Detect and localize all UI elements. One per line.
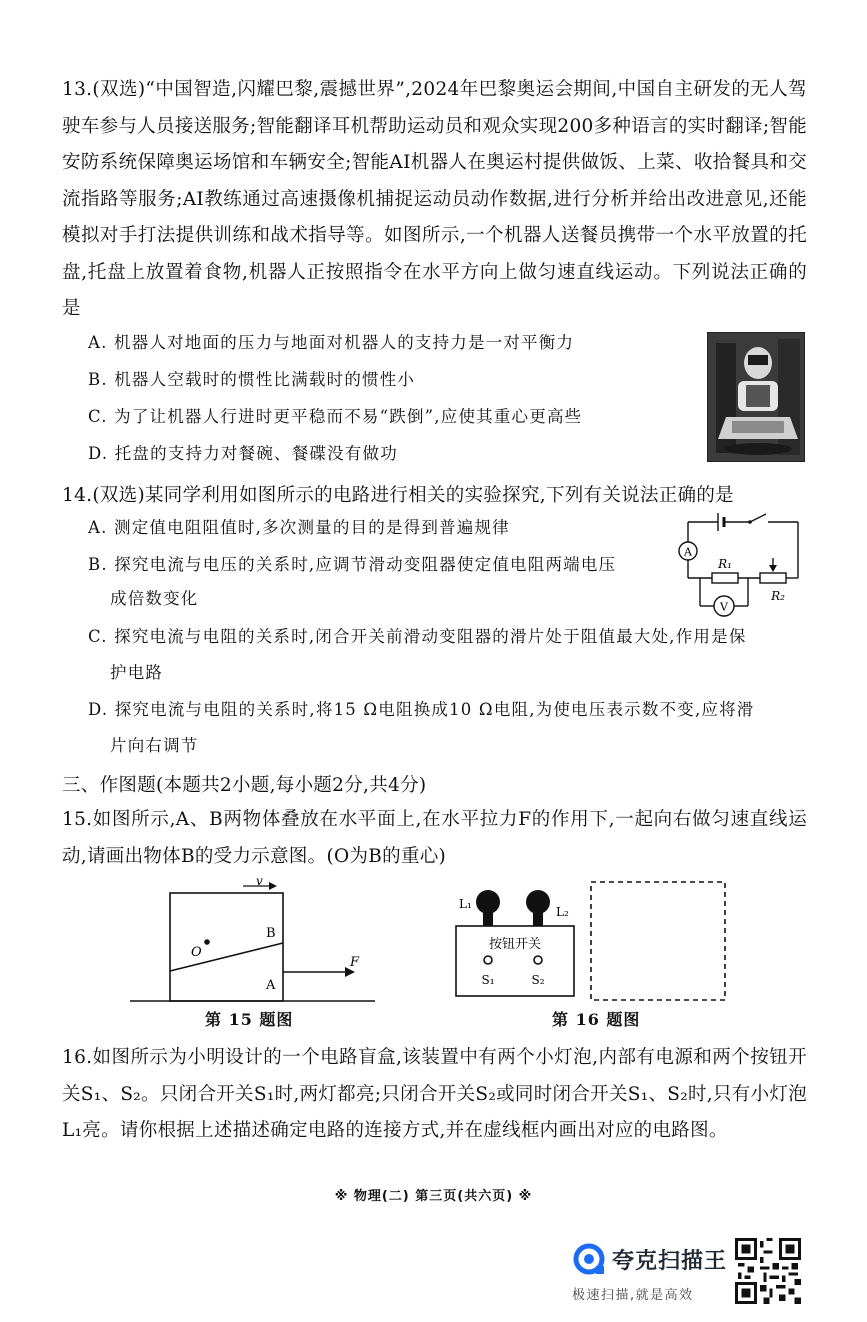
question-14-option-d-line1: D. 探究电流与电阻的关系时,将15 Ω电阻换成10 Ω电阻,为使电压表示数不变,应将滑	[88, 700, 755, 719]
question-14-option-b-line2: 成倍数变化	[110, 589, 199, 608]
question-14-circuit-diagram	[672, 510, 812, 622]
question-14-text: 14.(双选)某同学利用如图所示的电路进行相关的实验探究,下列有关说法正确的是	[62, 485, 734, 506]
switch-s2-label: S₂	[531, 973, 545, 987]
question-16-caption: 第 16 题图	[552, 1010, 641, 1029]
velocity-label: v	[256, 875, 263, 888]
lamp-l1-icon	[476, 890, 500, 926]
question-13-option-b: B. 机器人空载时的惯性比满载时的惯性小	[88, 370, 416, 389]
question-14-option-b-line1: B. 探究电流与电压的关系时,应调节滑动变阻器使定值电阻两端电压	[88, 555, 617, 574]
question-16-figure	[448, 878, 748, 1008]
page-footer: ※ 物理(二) 第三页(共六页) ※	[334, 1189, 533, 1204]
qr-code-icon	[735, 1238, 801, 1304]
quark-logo-icon	[572, 1242, 606, 1276]
question-14-option-c-line1: C. 探究电流与电阻的关系时,闭合开关前滑动变阻器的滑片处于阻值最大处,作用是保	[88, 627, 747, 646]
question-16-number: 16.	[62, 1047, 93, 1068]
switch-s1-label: S₁	[481, 973, 495, 987]
lamp-l1-label: L₁	[459, 897, 472, 911]
section-3-heading: 三、作图题(本题共2小题,每小题2分,共4分)	[62, 775, 427, 796]
question-14-option-a: A. 测定值电阻阻值时,多次测量的目的是得到普遍规律	[88, 518, 510, 537]
question-14-number: 14.	[62, 485, 93, 506]
question-13-text: 13.(双选)“中国智造,闪耀巴黎,震撼世界”,2024年巴黎奥运会期间,中国自主研发的无人驾驶车参与人员接送服务;智能翻译耳机帮助运动员和观众实现200多种语言的实时翻译;智能安防系统保障奥运场馆和车辆安全;智能AI机器人在奥运村提供做饭、上菜、收拾餐具和交流指路等服务;AI教练通过高速摄像机捕捉运动员动作数据,进行分析并给出改进意见,还能模拟对手打法提供训练和战术指导等。如图所示,一个机器人送餐员携带一个水平放置的托盘,托盘上放置着食物,机器人正按照指令在水平方向上做匀速直线运动。下列说法正确的是	[62, 79, 807, 319]
center-of-gravity-dot	[204, 939, 210, 945]
block-a-label: A	[266, 978, 276, 993]
r2-label: R₂	[771, 589, 785, 603]
button-switch-title: 按钮开关	[488, 937, 542, 952]
voltmeter-label: V	[720, 600, 728, 614]
brand-name: 夸克扫描王	[612, 1249, 728, 1274]
question-15-number: 15.	[62, 809, 93, 830]
question-16-text: 16.如图所示为小明设计的一个电路盲盒,该装置中有两个小灯泡,内部有电源和两个按钮开关S₁、S₂。只闭合开关S₁时,两灯都亮;只闭合开关S₂或同时闭合开关S₁、S₂时,只有小灯泡L₁亮。请你根据上述描述确定电路的连接方式,并在虚线框内画出对应的电路图。	[62, 1047, 807, 1141]
question-13-option-d: D. 托盘的支持力对餐碗、餐碟没有做功	[88, 444, 398, 463]
question-15-figure	[125, 875, 380, 1005]
lamp-l2-label: L₂	[556, 905, 569, 919]
lamp-l2-icon	[526, 890, 550, 926]
robot-waiter-photo	[707, 332, 805, 462]
question-13-option-a: A. 机器人对地面的压力与地面对机器人的支持力是一对平衡力	[88, 333, 575, 352]
ammeter-label: A	[684, 545, 692, 559]
brand-slogan: 极速扫描,就是高效	[572, 1288, 694, 1303]
question-14-option-c-line2: 护电路	[110, 663, 164, 682]
question-15-text: 15.如图所示,A、B两物体叠放在水平面上,在水平拉力F的作用下,一起向右做匀速直线运动,请画出物体B的受力示意图。(O为B的重心)	[62, 809, 807, 867]
question-14-option-d-line2: 片向右调节	[110, 736, 199, 755]
force-label: F	[350, 955, 360, 970]
question-15-caption: 第 15 题图	[205, 1010, 294, 1029]
r1-label: R₁	[718, 557, 732, 571]
block-b-label: B	[266, 926, 276, 941]
question-13-number: 13.	[62, 79, 93, 100]
velocity-arrow-icon	[269, 882, 277, 890]
slider-arrow-icon	[769, 565, 777, 572]
center-label: O	[191, 945, 202, 960]
question-13-option-c: C. 为了让机器人行进时更平稳而不易“跌倒”,应使其重心更高些	[88, 407, 583, 426]
